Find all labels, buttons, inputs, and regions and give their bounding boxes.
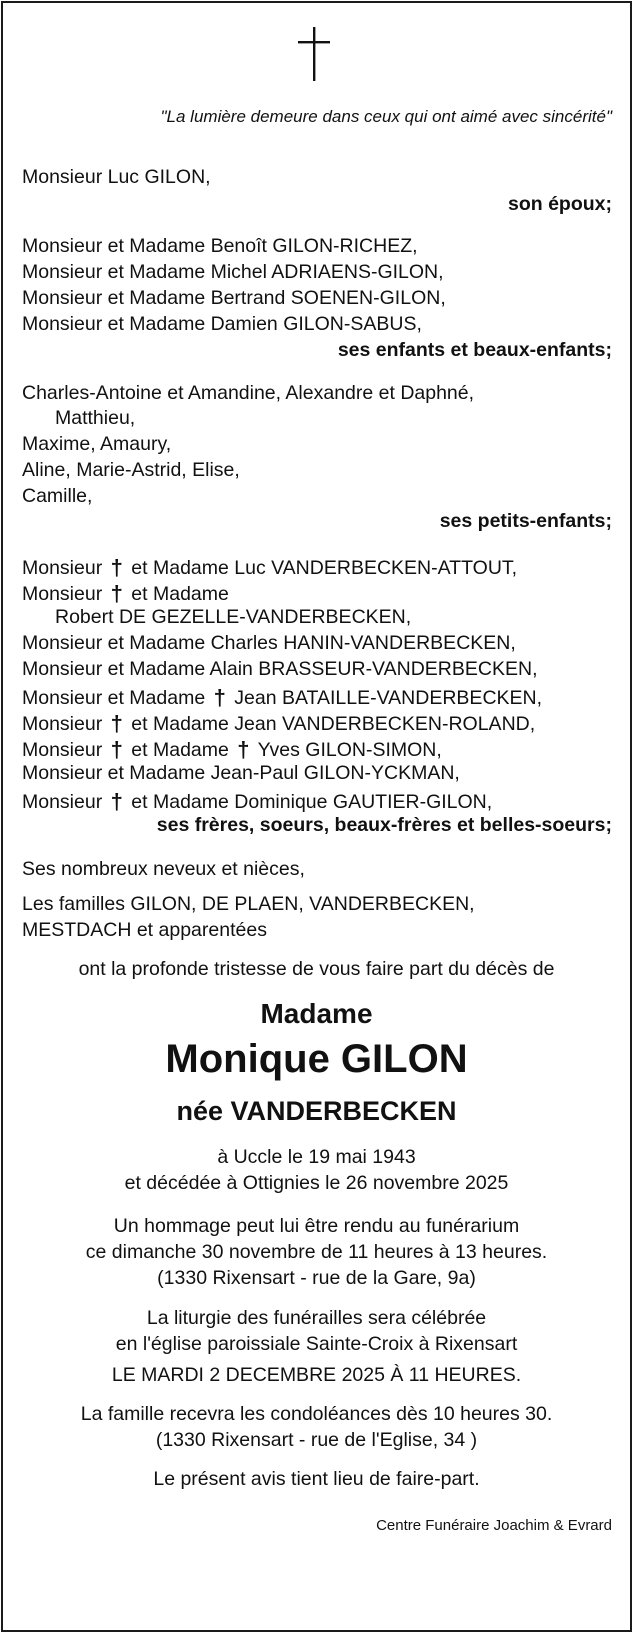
sibling-text: Monsieur [22, 739, 103, 761]
deceased-cross-icon: † [110, 737, 123, 762]
families-line: Les familles GILON, DE PLAEN, VANDERBECKEN, [22, 893, 475, 915]
deceased-name: Monique GILON [165, 1037, 468, 1081]
grandchild-line: Matthieu, [55, 407, 136, 429]
sibling-text: et Madame [131, 583, 229, 605]
child-line: Monsieur et Madame Bertrand SOENEN-GILON, [22, 287, 446, 309]
notice-line: Le présent avis tient lieu de faire-part. [153, 1468, 480, 1490]
tribute-line: Un hommage peut lui être rendu au funérarium [113, 1215, 520, 1237]
deceased-cross-icon: † [213, 685, 226, 710]
sibling-line: Monsieur et Madame Charles HANIN-VANDERBECKEN, [22, 632, 516, 654]
birth-line: à Uccle le 19 mai 1943 [217, 1146, 416, 1168]
grandchildren-role: ses petits-enfants; [439, 510, 612, 532]
liturgy-line: en l'église paroissiale Sainte-Croix à Rixensart [115, 1333, 518, 1355]
sibling-line [22, 684, 542, 710]
deceased-cross-icon: † [110, 555, 123, 580]
grandchild-line: Charles-Antoine et Amandine, Alexandre et Daphné, [22, 382, 475, 404]
sibling-line: Robert DE GEZELLE-VANDERBECKEN, [55, 606, 412, 628]
tribute-line: ce dimanche 30 novembre de 11 heures à 13 heures. [85, 1241, 548, 1263]
announcement: ont la profonde tristesse de vous faire part du décès de [78, 958, 555, 980]
nephews-line: Ses nombreux neveux et nièces, [22, 858, 305, 880]
children-role: ses enfants et beaux-enfants; [337, 339, 612, 361]
sibling-text: Monsieur et Madame [22, 687, 206, 709]
deceased-cross-icon: † [110, 789, 123, 814]
sibling-text: Monsieur [22, 557, 103, 579]
spouse-line: Monsieur Luc GILON, [22, 166, 211, 188]
liturgy-line: La liturgie des funérailles sera célébrée [146, 1307, 487, 1329]
deceased-cross-icon: † [110, 711, 123, 736]
sibling-line: Monsieur et Madame Jean-Paul GILON-YCKMAN, [22, 762, 460, 784]
tribute-address: (1330 Rixensart - rue de la Gare, 9a) [157, 1267, 476, 1289]
sibling-line: Monsieur et Madame Alain BRASSEUR-VANDERBECKEN, [22, 658, 538, 680]
liturgy-date: LE MARDI 2 DECEMBRE 2025 À 11 HEURES. [111, 1364, 522, 1386]
spouse-role: son époux; [507, 193, 612, 215]
siblings-role: ses frères, soeurs, beaux-frères et belles-soeurs; [156, 814, 612, 836]
deceased-cross-icon: † [237, 737, 250, 762]
sibling-line [22, 554, 517, 580]
sibling-line [22, 736, 442, 762]
funeral-home-credit: Centre Funéraire Joachim & Evrard [376, 1517, 612, 1534]
families-line: MESTDACH et apparentées [22, 919, 267, 941]
epigraph-quote: "La lumière demeure dans ceux qui ont aimé avec sincérité" [160, 107, 612, 126]
sibling-text: Jean BATAILLE-VANDERBECKEN, [234, 687, 543, 709]
sibling-text: et Madame Luc VANDERBECKEN-ATTOUT, [131, 557, 518, 579]
sibling-line [22, 710, 535, 736]
sibling-text: Monsieur [22, 713, 103, 735]
deceased-maiden-name: née VANDERBECKEN [176, 1096, 457, 1126]
grandchild-line: Maxime, Amaury, [22, 433, 172, 455]
condolences-line: La famille recevra les condoléances dès 10 heures 30. [80, 1403, 553, 1425]
deceased-salutation: Madame [260, 998, 373, 1029]
grandchild-line: Aline, Marie-Astrid, Elise, [22, 459, 240, 481]
child-line: Monsieur et Madame Michel ADRIAENS-GILON, [22, 261, 444, 283]
sibling-text: Monsieur [22, 583, 103, 605]
deceased-cross-icon: † [110, 581, 123, 606]
sibling-line [22, 788, 492, 814]
sibling-text: Yves GILON-SIMON, [257, 739, 442, 761]
death-line: et décédée à Ottignies le 26 novembre 2025 [124, 1172, 509, 1194]
obituary-notice [1, 1, 632, 1632]
child-line: Monsieur et Madame Benoît GILON-RICHEZ, [22, 235, 418, 257]
child-line: Monsieur et Madame Damien GILON-SABUS, [22, 313, 422, 335]
sibling-line [22, 580, 229, 606]
sibling-text: et Madame Jean VANDERBECKEN-ROLAND, [131, 713, 536, 735]
grandchild-line: Camille, [22, 485, 93, 507]
sibling-text: et Madame Dominique GAUTIER-GILON, [131, 791, 493, 813]
cross-icon [296, 25, 332, 83]
condolences-address: (1330 Rixensart - rue de l'Eglise, 34 ) [155, 1429, 478, 1451]
sibling-text: et Madame [131, 739, 229, 761]
sibling-text: Monsieur [22, 791, 103, 813]
